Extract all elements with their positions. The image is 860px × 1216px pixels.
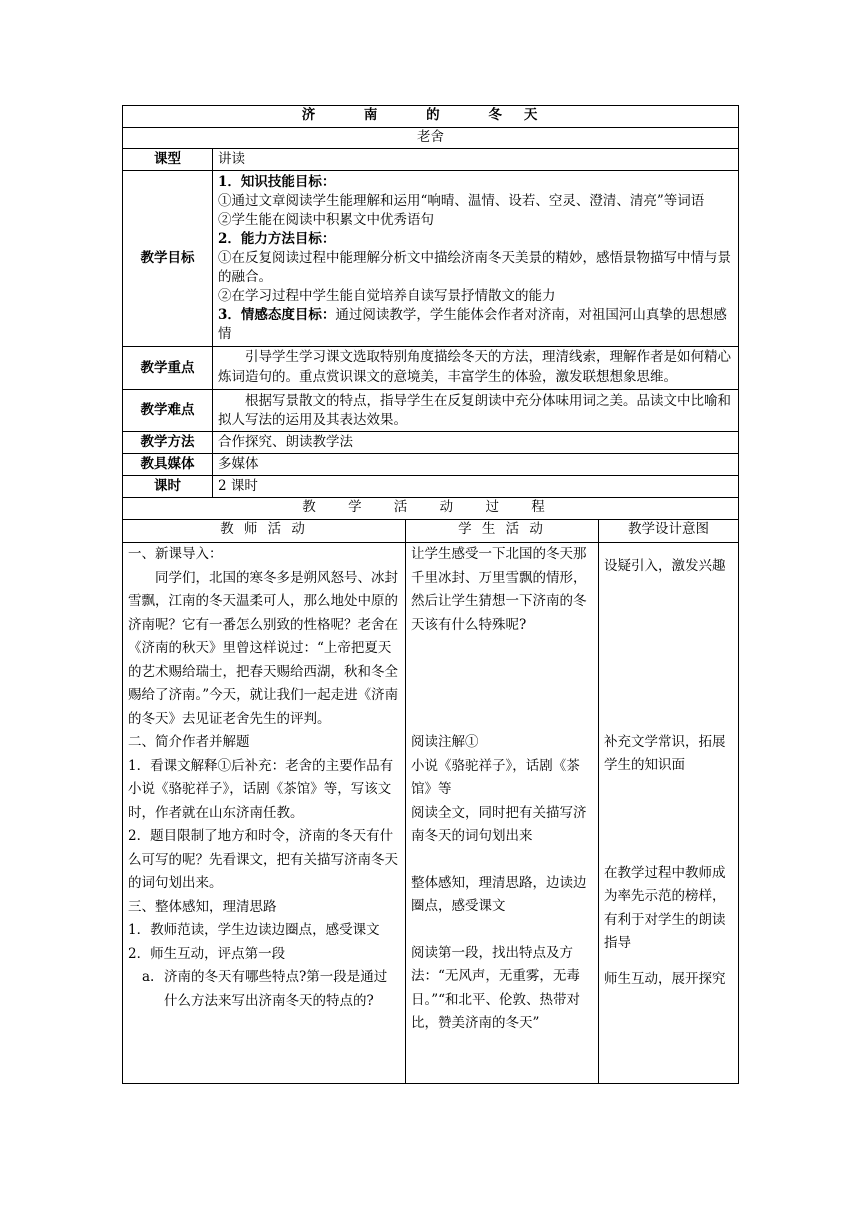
subitem-text: 济南的冬天有哪些特点?第一段是通过什么方法来写出济南冬天的特点的? — [164, 969, 388, 1009]
label-goals: 教学目标 — [123, 171, 213, 347]
intent-paragraph: 设疑引入，激发兴趣 — [604, 558, 726, 574]
teacher-paragraph: 同学们，北国的寒冬多是朔风怒号、冰封雪飘，江南的冬天温柔可人，那么地处中原的济南呢？它有一番怎么别致的性格呢？老舍在《济南的秋天》里曾这样说过：“上帝把夏天的艺术赐给瑞士，把春天赐给西湖，秋和冬全赐给了济南。”今天，就让我们一起走进《济南的冬天》去见证老舍先生的评判。 — [128, 569, 399, 727]
goal-item: ②在学习过程中学生能自觉培养自读写景抒情散文的能力 — [218, 288, 556, 304]
col-intent-header: 教学设计意图 — [599, 520, 739, 543]
row-lesson-type — [123, 149, 739, 171]
label-key-points: 教学重点 — [123, 347, 213, 390]
teacher-paragraph: 2．题目限制了地方和时令，济南的冬天有什么可写的呢？先看课文，把有关描写济南冬天的词句划出来。 — [128, 828, 398, 891]
student-paragraph: 让学生感受一下北国的冬天那千里冰封、万里雪飘的情形，然后让学生猜想一下济南的冬天该有什么特殊呢? — [411, 546, 587, 633]
student-paragraph: 阅读注解① — [411, 734, 479, 750]
label-lesson-type: 课型 — [123, 149, 213, 171]
value-key-points — [213, 347, 739, 390]
col-student-header: 学 生 活 动 — [406, 520, 599, 543]
label-method: 教学方法 — [123, 432, 213, 454]
author-row — [123, 128, 739, 149]
row-difficulties — [123, 390, 739, 432]
teacher-paragraph: 2．师生互动，评点第一段 — [128, 945, 286, 962]
goal-heading-2: 2．能力方法目标： — [218, 231, 336, 247]
intent-paragraph: 师生互动，展开探究 — [604, 970, 726, 987]
section-heading: 一、新课导入： — [128, 546, 223, 562]
teacher-subitem — [128, 966, 400, 1013]
key-points-text: 引导学生学习课文选取特别角度描绘冬天的方法，理清线索，理解作者是如何精心炼词造句的。重点赏识课文的意境美，丰富学生的体验，激发联想想象思维。 — [218, 349, 731, 385]
student-paragraph: 阅读第一段，找出特点及方法：“无风声，无重雾，无毒日。”“和北平、伦敦、热带对比，赞美济南的冬天” — [411, 944, 581, 1031]
difficulties-text: 根据写景散文的特点，指导学生在反复朗读中充分体味用词之美。品读文中比喻和拟人写法的运用及其表达效果。 — [218, 393, 731, 428]
value-goals — [213, 171, 739, 347]
value-media: 多媒体 — [213, 454, 739, 476]
row-media — [123, 454, 739, 476]
page-title: 济 南 的 冬天 — [123, 106, 739, 128]
value-difficulties — [213, 390, 739, 432]
teacher-paragraph: 1．教师范读，学生边读边圈点，感受课文 — [128, 922, 380, 938]
goal-heading-1: 1．知识技能目标： — [218, 174, 336, 190]
design-intent — [599, 543, 739, 1084]
author: 老舍 — [123, 128, 739, 149]
value-method: 合作探究、朗读教学法 — [213, 432, 739, 454]
goal-item: ①在反复阅读过程中能理解分析文中描绘济南冬天美景的精妙，感悟景物描写中情与景的融合。 — [218, 250, 731, 285]
row-goals — [123, 171, 739, 347]
teacher-paragraph: 1．看课文解释①后补充：老舍的主要作品有小说《骆驼祥子》，话剧《茶馆》等，写该文时，作者就在山东济南任教。 — [128, 757, 394, 821]
process-title-row — [123, 498, 739, 520]
goal-heading-3: 3．情感态度目标： — [218, 307, 336, 323]
title-row — [123, 106, 739, 128]
value-hours: 2 课时 — [213, 476, 739, 498]
subitem-marker: a. — [142, 969, 155, 985]
value-lesson-type: 讲读 — [213, 149, 739, 171]
lesson-plan — [122, 105, 738, 1084]
label-hours: 课时 — [123, 476, 213, 498]
intent-paragraph: 在教学过程中教师成为率先示范的榜样，有利于对学生的朗读指导 — [604, 864, 726, 951]
row-hours — [123, 476, 739, 498]
row-method — [123, 432, 739, 454]
label-difficulties: 教学难点 — [123, 390, 213, 432]
student-paragraph: 阅读全文，同时把有关描写济南冬天的词句划出来 — [411, 804, 587, 844]
col-teacher-header: 教 师 活 动 — [123, 520, 406, 543]
goal-item: ①通过文章阅读学生能理解和运用“响晴、温情、设若、空灵、澄清、清亮”等词语 — [218, 193, 705, 209]
student-paragraph: 整体感知，理清思路，边读边圈点，感受课文 — [411, 874, 587, 914]
intent-paragraph: 补充文学常识，拓展学生的知识面 — [604, 733, 726, 773]
lesson-plan-table — [122, 105, 739, 1084]
student-activity — [406, 543, 599, 1084]
goal-item: ②学生能在阅读中积累文中优秀语句 — [218, 212, 434, 228]
process-title: 教 学 活 动 过 程 — [123, 498, 739, 520]
goal-item: 通过阅读教学，学生能体会作者对济南，对祖国河山真挚的思想感情 — [218, 307, 727, 342]
activity-row — [123, 543, 739, 1084]
student-paragraph: 小说《骆驼祥子》，话剧《茶馆》等 — [411, 757, 580, 797]
row-key-points — [123, 347, 739, 390]
teacher-activity — [123, 543, 406, 1084]
process-header-row — [123, 520, 739, 543]
label-media: 教具媒体 — [123, 454, 213, 476]
section-heading: 二、简介作者并解题 — [128, 734, 250, 750]
section-heading: 三、整体感知，理清思路 — [128, 898, 277, 915]
